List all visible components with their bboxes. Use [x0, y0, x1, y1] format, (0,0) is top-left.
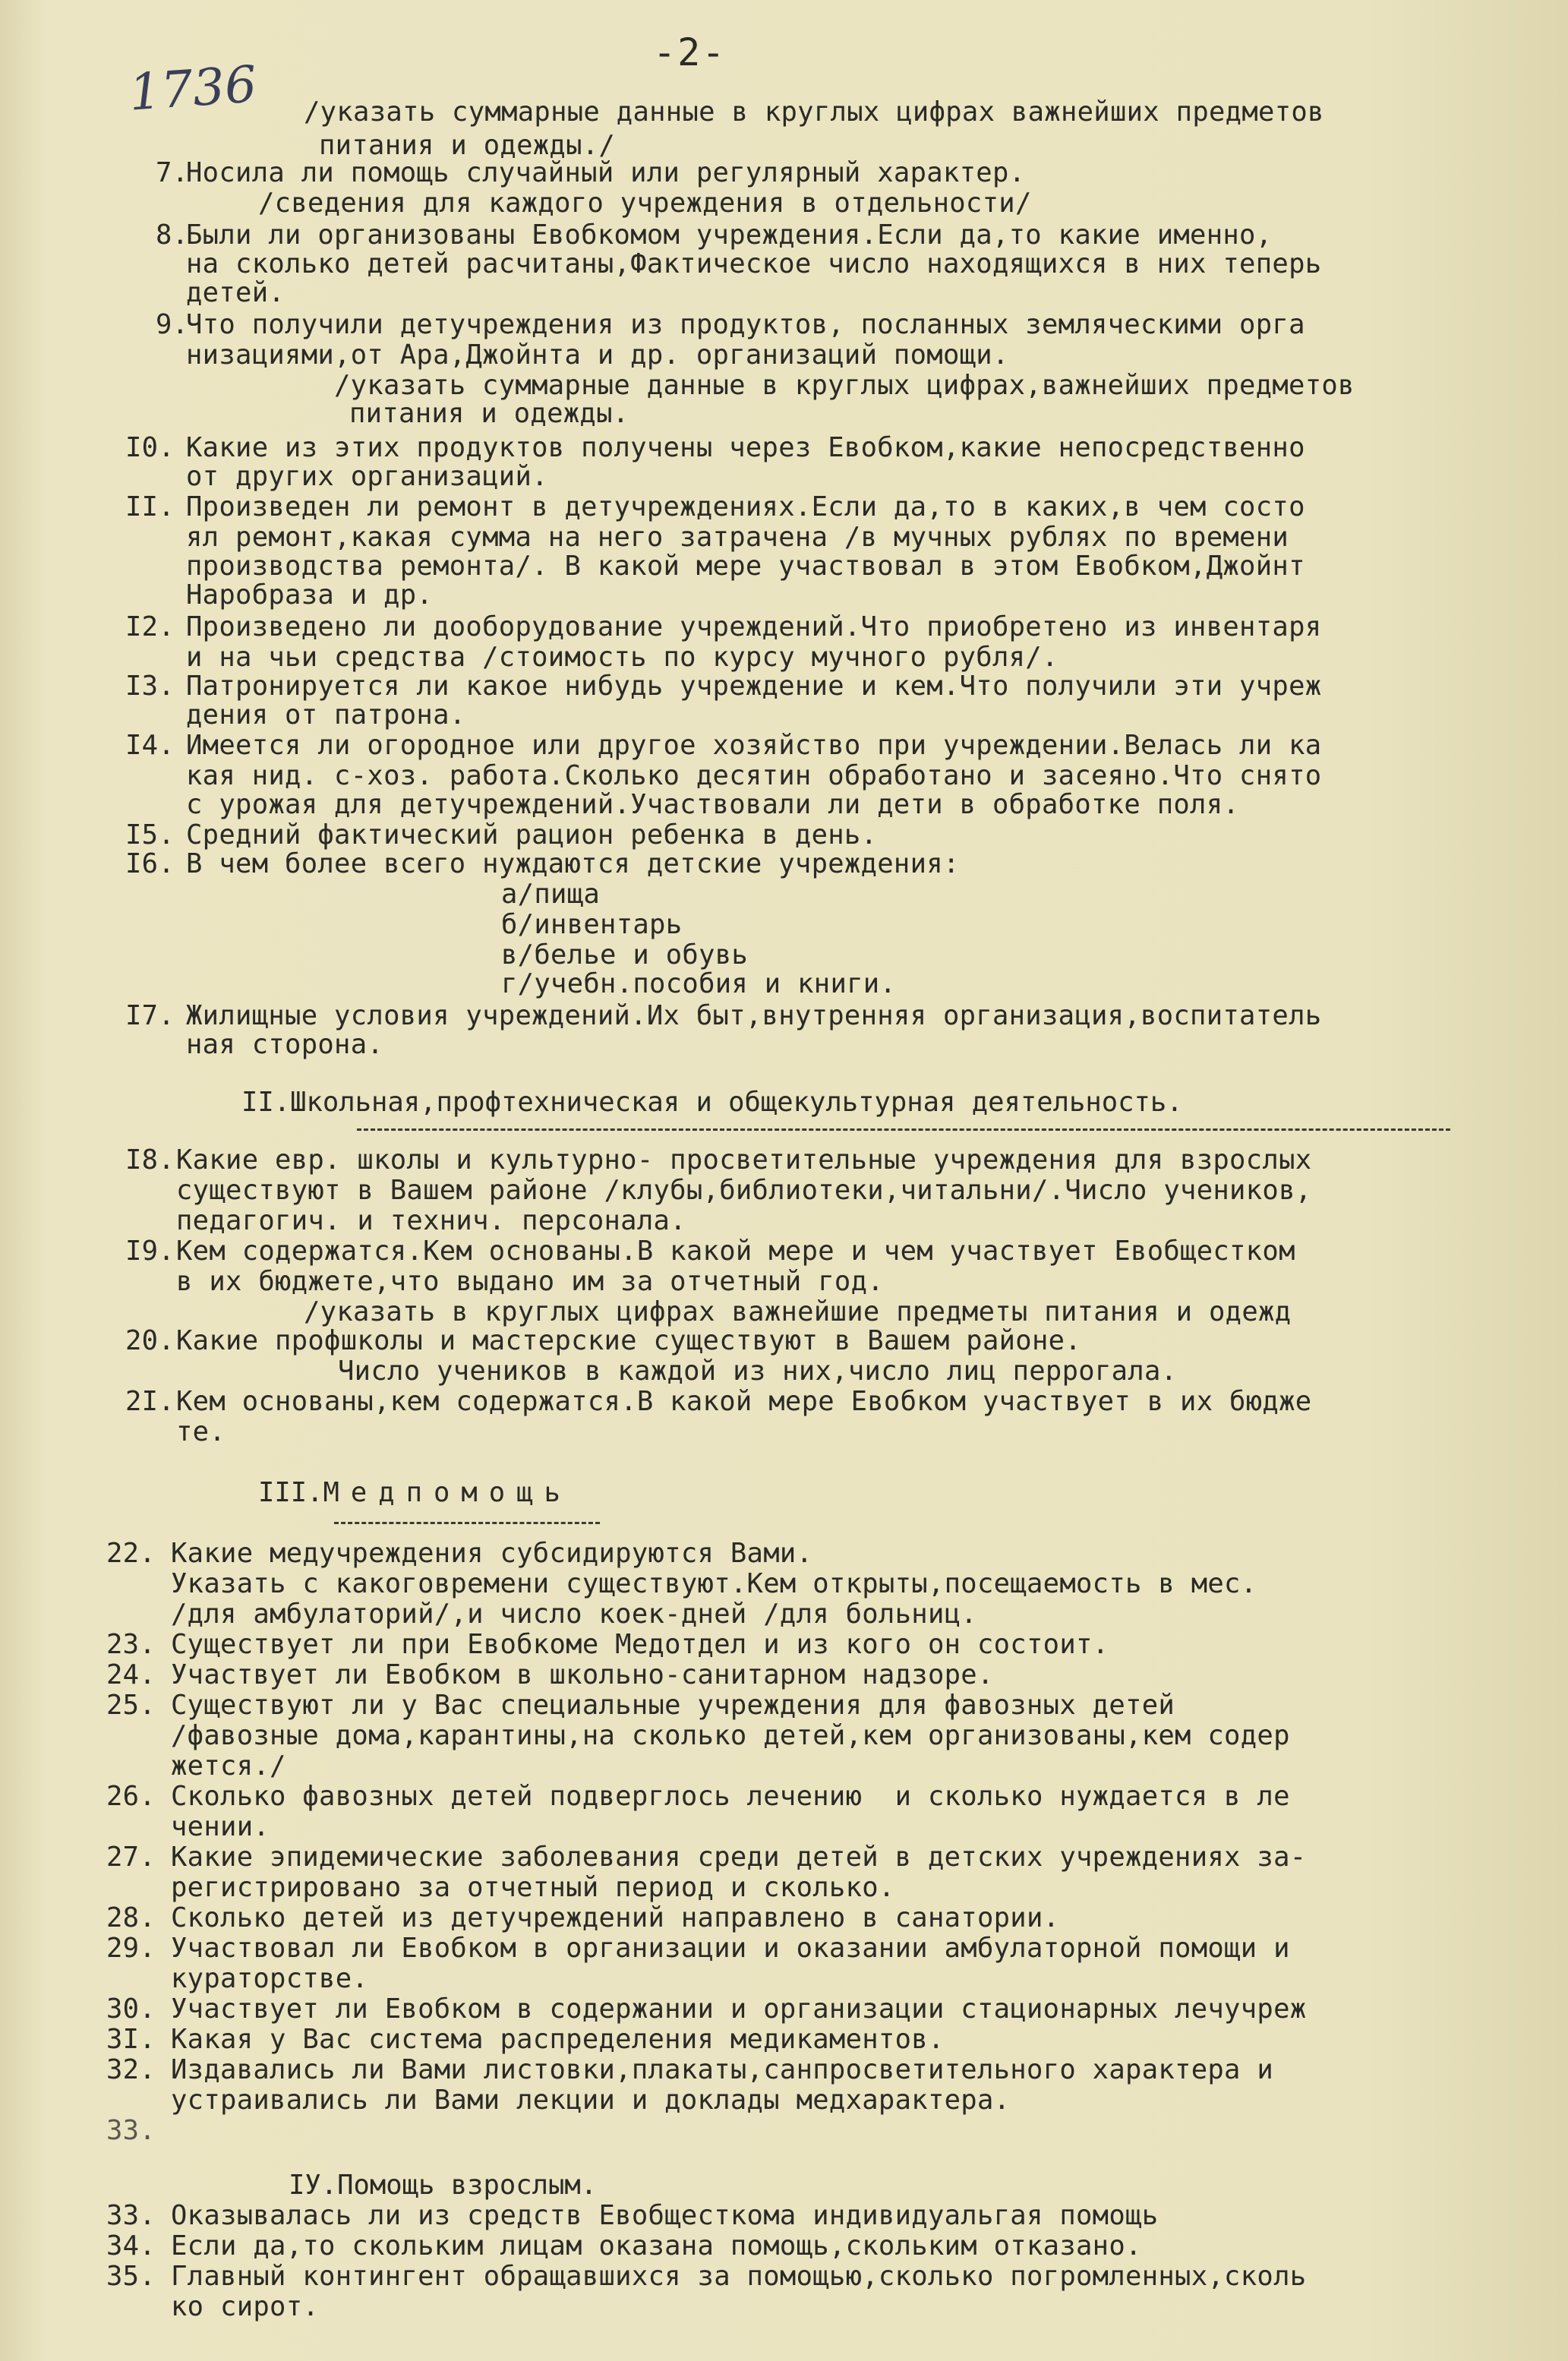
item-number: I9.: [125, 1236, 175, 1267]
item-number: 9.: [156, 309, 189, 340]
item-number: 22.: [106, 1538, 156, 1569]
item-9-line1: Что получили детучреждения из продуктов, посланных земляческими орга: [186, 309, 1305, 340]
item-17-line1: Жилищные условия учреждений.Их быт,внутренняя организация,воспитатель: [186, 1000, 1322, 1031]
item-number: II.: [125, 491, 175, 522]
item-23-line1: Существует ли при Евобкоме Медотдел и из кого он состоит.: [171, 1629, 1109, 1660]
item-14-line1: Имеется ли огородное или другое хозяйство при учреждении.Велась ли ка: [186, 730, 1322, 761]
item-33-line1: Оказывалась ли из средств Евобщесткома индивидуальгая помощь: [171, 2200, 1159, 2231]
item-24-line1: Участвует ли Евобком в школьно-санитарном надзоре.: [171, 1659, 994, 1690]
item-25-line3: жется./: [171, 1750, 286, 1782]
item-12-line2: и на чьи средства /стоимость по курсу мучного рубля/.: [186, 642, 1058, 673]
item-8-line3: детей.: [186, 277, 286, 308]
item-20-line1: Какие профшколы и мастерские существуют в Вашем районе.: [176, 1325, 1082, 1356]
item-21-line1: Кем основаны,кем содержатся.В какой мере Евобком участвует в их бюдже: [176, 1386, 1312, 1417]
item-number: 7.: [156, 157, 189, 188]
item-number: I3.: [125, 671, 175, 702]
item-number: 32.: [106, 2054, 156, 2085]
archive-number-handwritten: 1736: [127, 55, 259, 122]
item-27-line2: регистрировано за отчетный период и сколько.: [171, 1872, 895, 1903]
item-number: 30.: [106, 1993, 156, 2025]
item-22-line3: /для амбулаторий/,и число коек-дней /для больниц.: [171, 1599, 977, 1630]
item-14-line3: с урожая для детучреждений.Участвовали ли дети в обработке поля.: [186, 789, 1240, 820]
item-number: 27.: [106, 1842, 156, 1873]
item-29-line1: Участвовал ли Евобком в организации и оказании амбулаторной помощи и: [171, 1933, 1290, 1964]
item-number: 33.: [106, 2200, 156, 2231]
item-22-line1: Какие медучреждения субсидируются Вами.: [171, 1538, 813, 1569]
item-10-line1: Какие из этих продуктов получены через Евобком,какие непосредственно: [186, 432, 1305, 463]
item-8-line2: на сколько детей расчитаны,Фактическое число находящихся в них теперь: [186, 248, 1322, 279]
item-number: I0.: [125, 432, 175, 463]
item-number: 25.: [106, 1690, 156, 1721]
item-12-line1: Произведено ли дооборудование учреждений.Что приобретено из инвентаря: [186, 611, 1322, 642]
item-number: I6.: [125, 848, 175, 879]
item-13-line1: Патронируется ли какое нибудь учреждение и кем.Что получили эти учреж: [186, 671, 1322, 702]
item-8-line1: Были ли организованы Евобкомом учреждения.Если да,то какие именно,: [186, 219, 1273, 251]
item-number: I2.: [125, 611, 175, 642]
item-number: 24.: [106, 1659, 156, 1690]
item-9-line2: низациями,от Ара,Джойнта и др. организаций помощи.: [186, 339, 1009, 371]
item-number: 34.: [106, 2230, 156, 2262]
item-14-line2: кая нид. с-хоз. работа.Сколько десятин обработано и засеяно.Что снято: [186, 760, 1322, 791]
item-number: 23.: [106, 1629, 156, 1660]
item-21-line2: те.: [176, 1416, 226, 1447]
section-4-heading: IУ.Помощь взрослым.: [289, 2170, 598, 2201]
item-28-line1: Сколько детей из детучреждений направлено в санатории.: [171, 1902, 1060, 1933]
item-35-line1: Главный контингент обращавшихся за помощью,сколько погромленных,сколь: [171, 2261, 1307, 2292]
item-number: 3I.: [106, 2024, 156, 2055]
item-11-line3: производства ремонта/. В какой мере участвовал в этом Евобком,Джойнт: [186, 551, 1305, 582]
item-25-line1: Существуют ли у Вас специальные учреждения для фавозных детей: [171, 1690, 1175, 1721]
item-number: I7.: [125, 1000, 175, 1031]
item-35-line2: ко сирот.: [171, 2291, 320, 2322]
item-25-line2: /фавозные дома,карантины,на сколько детей,кем организованы,кем содер: [171, 1720, 1290, 1751]
item-29-line2: кураторстве.: [171, 1963, 369, 1994]
item-16-sub-b: б/инвентарь: [501, 909, 683, 940]
item-17-line2: ная сторона.: [186, 1029, 384, 1060]
item-9-line4: питания и одежды.: [349, 398, 629, 429]
item-number: 35.: [106, 2261, 156, 2292]
item-16-line1: В чем более всего нуждаются детские учреждения:: [186, 848, 960, 879]
item-15-line1: Средний фактический рацион ребенка в день.: [186, 819, 878, 851]
item-32-line2: устраивались ли Вами лекции и доклады медхарактера.: [171, 2085, 1011, 2116]
item-16-sub-d: г/учебн.пособия и книги.: [501, 968, 897, 999]
section-3-underline: [334, 1522, 600, 1524]
item-13-line2: дения от патрона.: [186, 699, 466, 731]
item-32-line1: Издавались ли Вами листовки,плакаты,санпросветительного характера и: [171, 2054, 1274, 2085]
item-number: I4.: [125, 730, 175, 761]
section-3-prefix: III.: [258, 1477, 323, 1508]
item-10-line2: от других организаций.: [186, 461, 548, 492]
item-intro-line2: питания и одежды./: [319, 130, 616, 161]
item-intro-line1: /указать суммарные данные в круглых цифрах важнейших предметов: [304, 96, 1324, 128]
item-7-line2: /сведения для каждого учреждения в отдельности/: [258, 188, 1032, 219]
item-number: I8.: [125, 1144, 175, 1176]
section-2-heading: II.Школьная,профтехническая и общекультурная деятельность.: [241, 1087, 1183, 1118]
item-number: 28.: [106, 1902, 156, 1933]
item-19-line2: в их бюджете,что выдано им за отчетный год.: [176, 1266, 884, 1297]
section-3-heading: [258, 1478, 572, 1508]
item-19-line3: /указать в круглых цифрах важнейшие предметы питания и одежд: [304, 1296, 1292, 1327]
item-9-line3: /указать суммарные данные в круглых цифрах,важнейших предметов: [334, 370, 1355, 401]
item-16-sub-c: в/белье и обувь: [501, 939, 749, 971]
item-18-line3: педагогич. и технич. персонала.: [176, 1205, 686, 1236]
item-number-struck: 33.: [106, 2115, 156, 2146]
item-11-line4: Наробраза и др.: [186, 579, 434, 611]
item-22-line2: Указать с какоговремени существуют.Кем открыты,посещаемость в мес.: [171, 1568, 1257, 1599]
item-31-line1: Какая у Вас система распределения медикаментов.: [171, 2024, 945, 2055]
item-number: 20.: [125, 1325, 175, 1356]
item-number: 8.: [156, 219, 189, 251]
item-number: 26.: [106, 1781, 156, 1812]
item-27-line1: Какие эпидемические заболевания среди детей в детских учреждениях за-: [171, 1842, 1307, 1873]
item-18-line2: существуют в Вашем районе /клубы,библиотеки,читальни/.Число учеников,: [176, 1175, 1312, 1206]
item-20-line2: Число учеников в каждой из них,число лиц перрогала.: [338, 1356, 1178, 1387]
item-number: 2I.: [125, 1386, 175, 1417]
item-34-line1: Если да,то скольким лицам оказана помощь,скольким отказано.: [171, 2230, 1142, 2262]
section-3-title: Медпомощь: [323, 1477, 572, 1508]
section-2-underline: [357, 1128, 1450, 1131]
item-26-line1: Сколько фавозных детей подверглось лечению и сколько нуждается в ле: [171, 1781, 1290, 1812]
item-16-sub-a: а/пища: [501, 879, 601, 910]
item-11-line2: ял ремонт,какая сумма на него затрачена /в мучных рублях по времени: [186, 522, 1289, 553]
item-18-line1: Какие евр. школы и культурно- просветительные учреждения для взрослых: [176, 1144, 1312, 1176]
page-number: -2-: [653, 30, 727, 74]
item-number: I5.: [125, 819, 175, 851]
item-number: 29.: [106, 1933, 156, 1964]
item-19-line1: Кем содержатся.Кем основаны.В какой мере и чем участвует Евобщестком: [176, 1236, 1295, 1267]
item-11-line1: Произведен ли ремонт в детучреждениях.Если да,то в каких,в чем состо: [186, 491, 1305, 522]
item-7-line1: Носила ли помощь случайный или регулярный характер.: [186, 157, 1026, 188]
item-26-line2: чении.: [171, 1811, 270, 1842]
item-30-line1: Участвует ли Евобком в содержании и организации стационарных лечучреж: [171, 1993, 1307, 2025]
